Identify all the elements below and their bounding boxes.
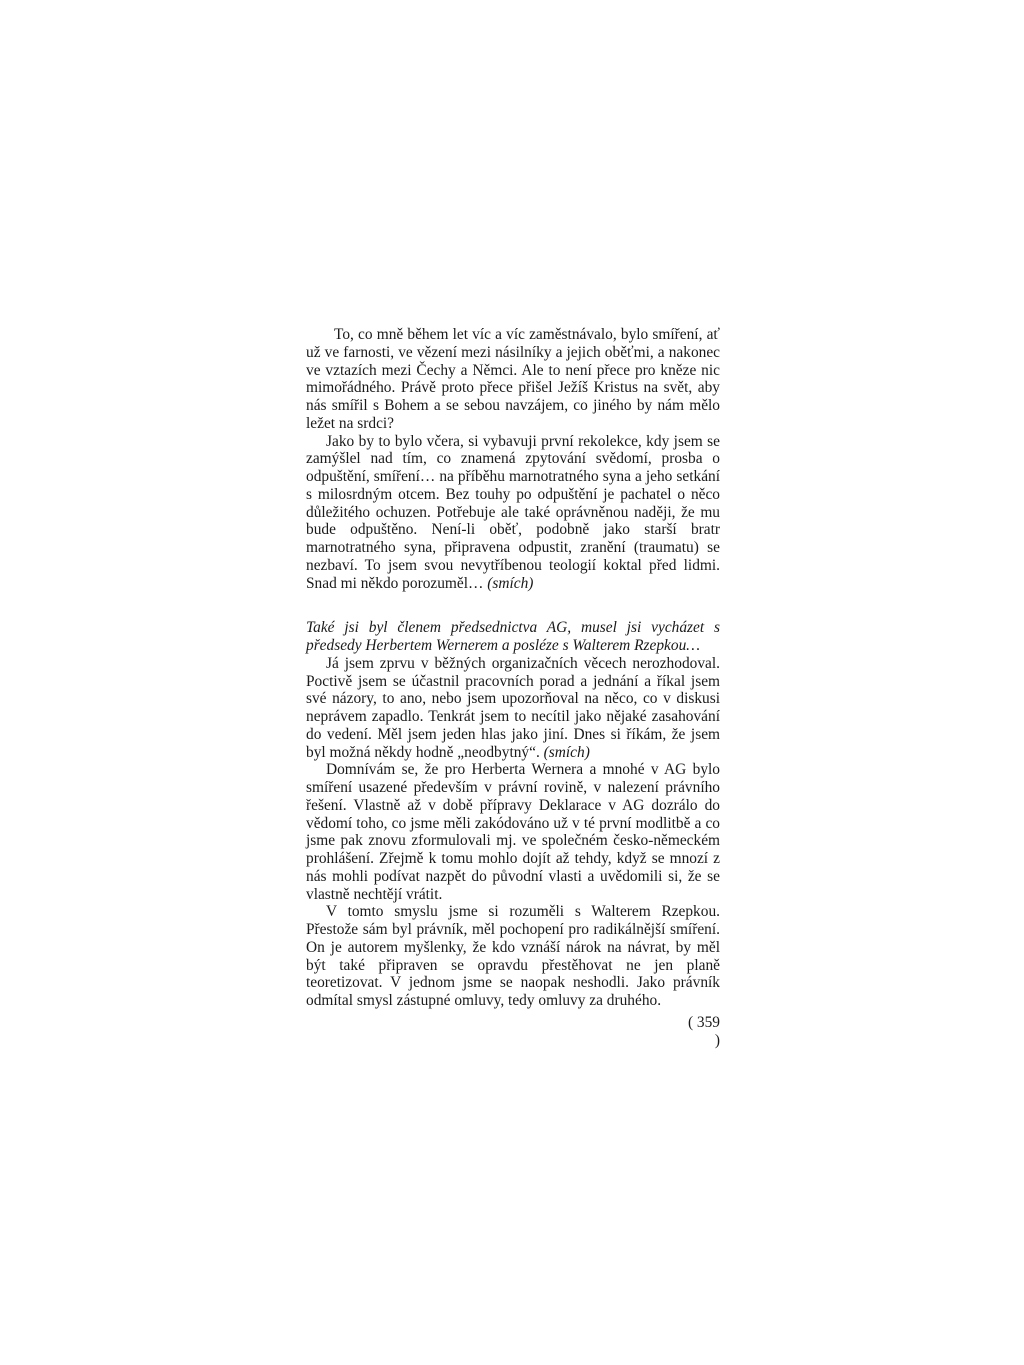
paragraph-reconciliation [306,326,720,433]
paragraph-retreat [306,433,720,593]
page-number: ( 359 ) [687,1014,720,1049]
paragraph-text: Domnívám se, že pro Herberta Wernera a mnohé v AG bylo smíření usazené především v právní rovině, v nalezení právního řešení. Vlastně až v době přípravy Deklarace v AG dozrálo do vědomí toho, co jsme měli zakódováno už v té první modlitbě a co jsme pak znovu zformulovali mj. ve společném česko-německém prohlášení. Zřejmě k tomu mohlo dojít až tehdy, když se mnozí z nás mohli podívat nazpět do původní vlasti a uvědomili si, že se vlastně nechtějí vrátit. [306,761,720,903]
body-text [306,326,720,1010]
paragraph-rzepka [306,903,720,1010]
paragraph-text: Já jsem zprvu v běžných organizačních věcech nerozhodoval. Poctivě jsem se účastnil pracovních porad a jednání a říkal jsem své názory, to ano, nebo jsem upozorňoval na něco, co v diskusi neprávem zapadlo. Tenkrát jsem to necítil jako nějaké zasahování do vedení. Měl jsem jeden hlas jako jiní. Dnes si říkám, že jsem byl možná někdy hodně „neodbytný“. [306,654,720,761]
question-text: Také jsi byl členem předsednictva AG, musel jsi vycházet s předsedy Herbertem Wernerem a posléze s Walterem Rzepkou… [306,619,720,654]
laughter-aside: (smích) [487,574,534,592]
laughter-aside: (smích) [543,743,590,761]
paragraph-text: V tomto smyslu jsme si rozuměli s Walterem Rzepkou. Přestože sám byl právník, měl pochopení pro radikálnější smíření. On je autorem myšlenky, že kdo vznáší nárok na návrat, by měl být také připraven se opravdu přestěhovat ne jen planě teoretizovat. V jednom jsme se naopak neshodli. Jako právník odmítal smysl zástupné omluvy, tedy omluvy za druhého. [306,903,720,1009]
paragraph-werner [306,761,720,903]
interview-question [306,619,720,655]
paragraph-presidium [306,655,720,762]
paragraph-text: Jako by to bylo včera, si vybavuji první rekolekce, kdy jsem se zamýšlel nad tím, co znamená zpytování svědomí, prosba o odpuštění, smíření… na příběhu marnotratného syna a jeho setkání s milosrdným otcem. Bez touhy po odpuštění je pachatel o něco důležitého ochuzen. Potřebuje ale také oprávněnou naději, že mu bude odpuštěno. Není-li oběť, podobně jako starší bratr marnotratného syna, připravena odpustit, zranění (traumatu) se nezbaví. To jsem svou nevytříbenou teologií koktal před lidmi. Snad mi někdo porozuměl… [306,432,720,592]
paragraph-text: To, co mně během let víc a víc zaměstnávalo, bylo smíření, ať už ve farnosti, ve vězení mezi násilníky a jejich oběťmi, a nakonec ve vztazích mezi Čechy a Němci. Ale to není přece pro kněze nic mimořádného. Právě proto přece přišel Ježíš Kristus na svět, aby nás smířil s Bohem a se sebou navzájem, co jiného by nám mělo ležet na srdci? [306,326,720,432]
